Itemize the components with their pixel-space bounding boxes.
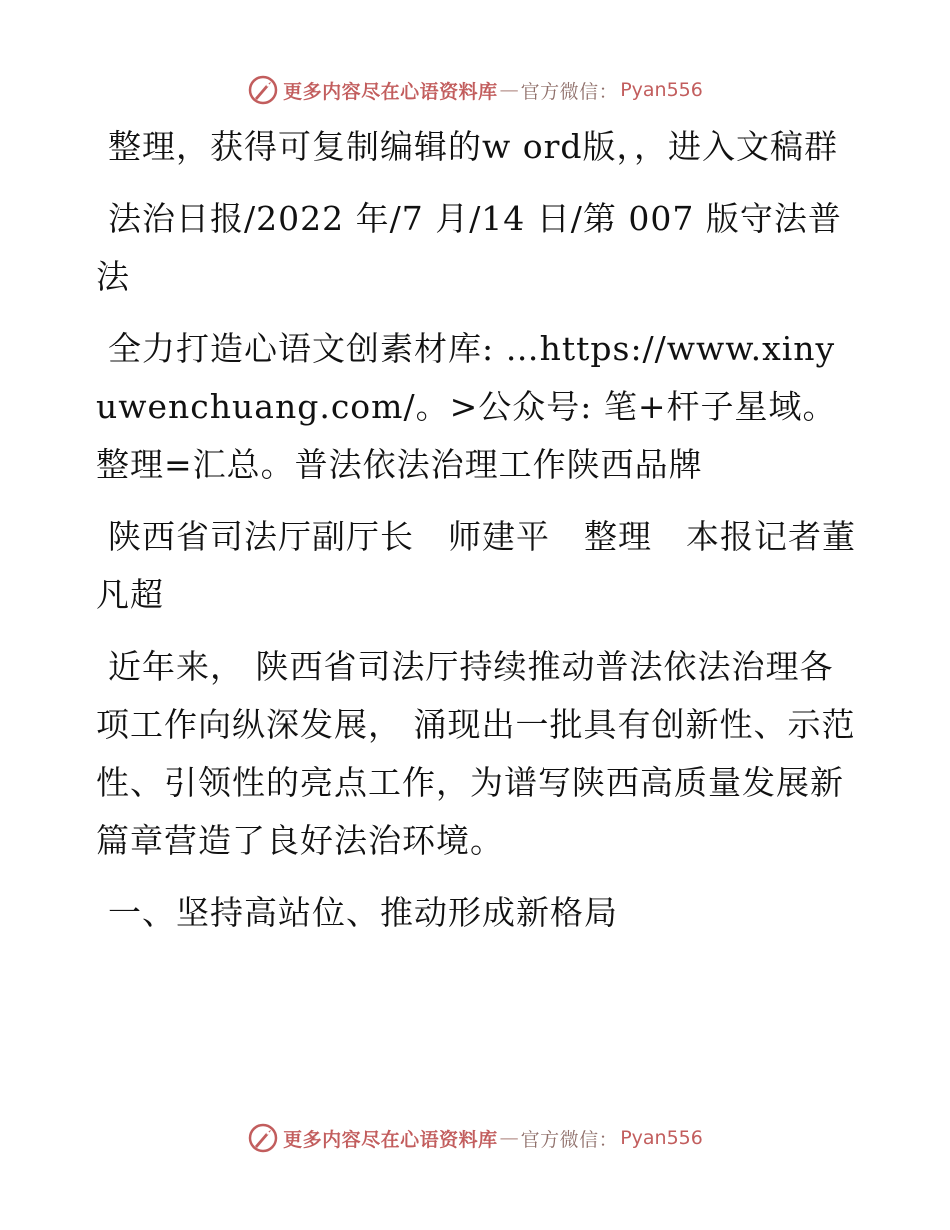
- paragraph-body: [96, 638, 856, 870]
- footer-watermark-banner: [0, 1118, 950, 1158]
- paragraph-promo-text: 全力打造心语文创素材库: …https://www.xinyuwenchuang.com/。>公众号: 笔+杆子星域。整理=汇总。普法依法治理工作陕西品牌: [96, 329, 837, 484]
- banner-sub-text: 官方微信：: [520, 80, 619, 103]
- paragraph-source: [96, 190, 856, 306]
- paragraph-source-text: 法治日报/2022 年/7 月/14 日/第 007 版守法普法: [96, 199, 842, 296]
- document-body: [96, 118, 856, 956]
- paragraph-promo: [96, 320, 856, 494]
- paragraph-intro-text: 整理，获得可复制编辑的w ord版，，进入文稿群: [108, 127, 839, 166]
- pen-nib-logo-icon: [247, 1122, 279, 1154]
- banner-wechat-id: Pyan556: [620, 1127, 703, 1149]
- banner-separator: —: [499, 79, 519, 101]
- section-heading: [96, 884, 856, 942]
- banner-separator: —: [499, 1127, 519, 1149]
- paragraph-byline: [96, 508, 856, 624]
- paragraph-intro: [96, 118, 856, 176]
- paragraph-body-text: 近年来， 陕西省司法厅持续推动普法依法治理各项工作向纵深发展， 涌现出一批具有创新性、示范性、引领性的亮点工作，为谱写陕西高质量发展新篇章营造了良好法治环境。: [96, 647, 856, 860]
- banner-main-text: 更多内容尽在心语资料库: [283, 1128, 498, 1151]
- banner-sub-text: 官方微信：: [520, 1128, 619, 1151]
- header-watermark-banner: [0, 70, 950, 110]
- section-heading-text: 一、坚持高站位、推动形成新格局: [108, 893, 618, 932]
- banner-wechat-id: Pyan556: [620, 79, 703, 101]
- paragraph-byline-text: 陕西省司法厅副厅长 师建平 整理 本报记者董凡超: [96, 517, 856, 614]
- pen-nib-logo-icon: [247, 74, 279, 106]
- banner-main-text: 更多内容尽在心语资料库: [283, 80, 498, 103]
